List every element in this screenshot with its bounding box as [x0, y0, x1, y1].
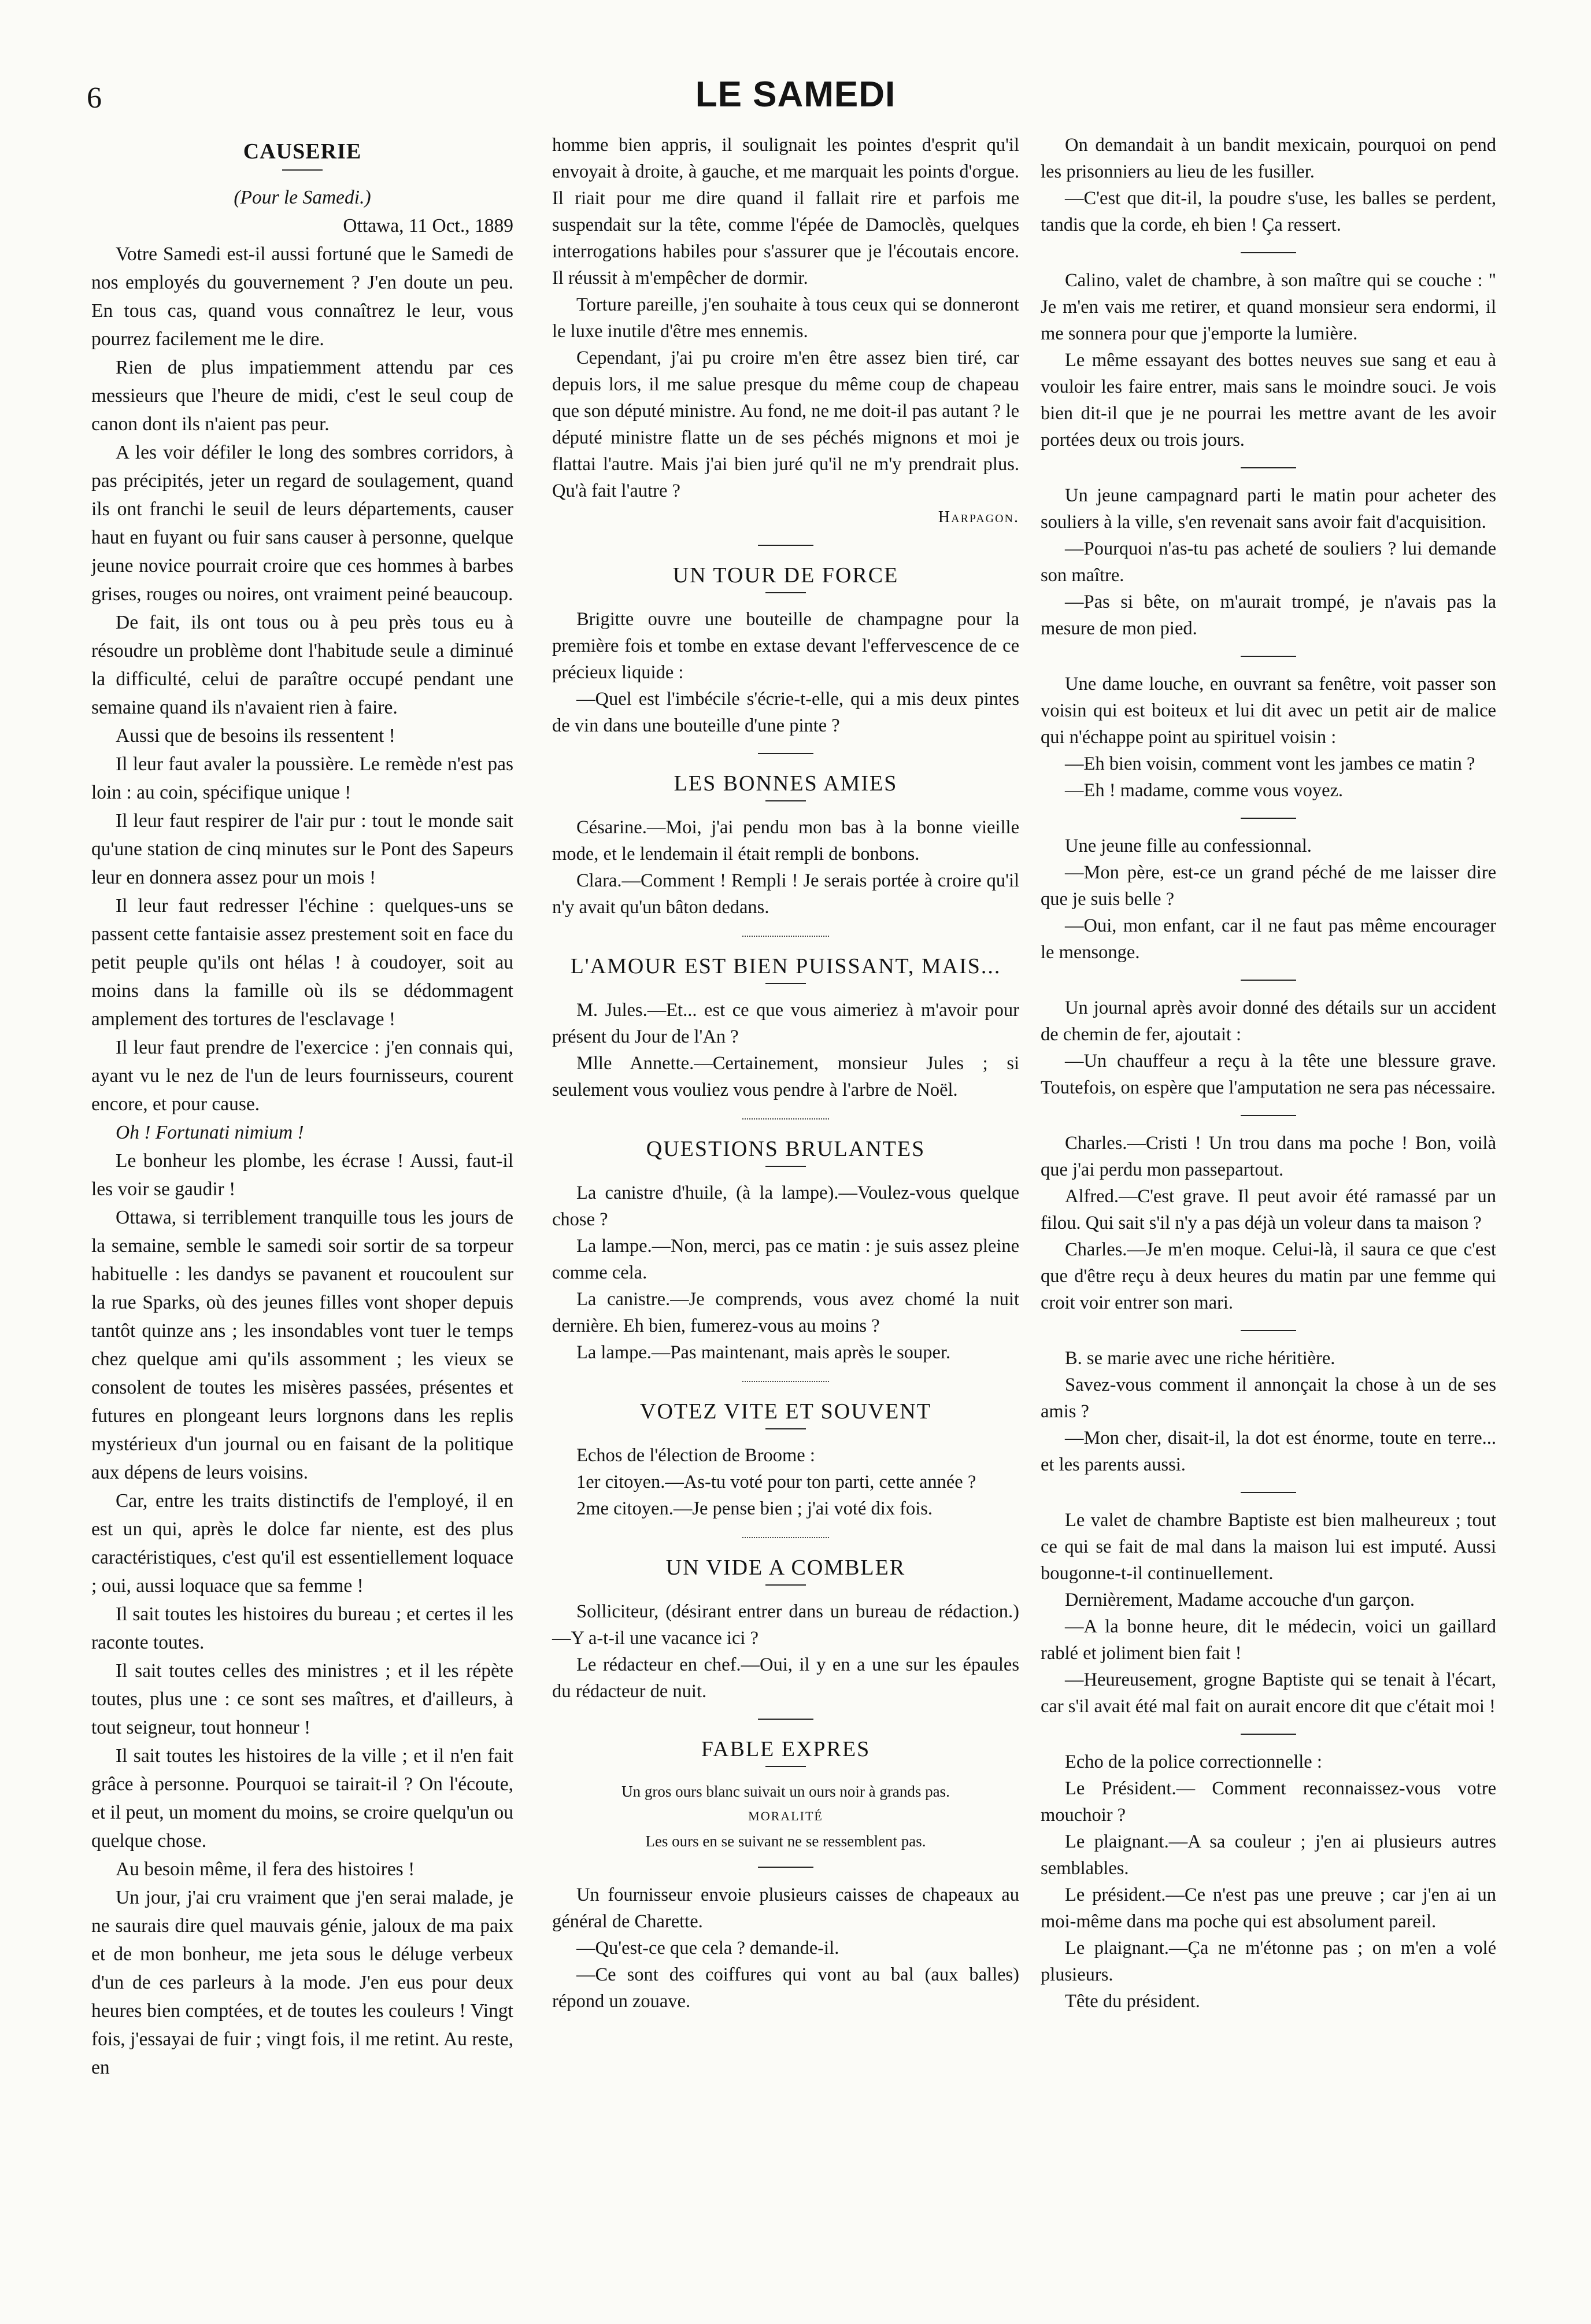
paragraph: Il leur faut prendre de l'exercice : j'en connais qui, ayant vu le nez de l'un de leurs fournisseurs, courent encore, et pour cause.: [91, 1037, 513, 1115]
paragraph: On demandait à un bandit mexicain, pourquoi on pend les prisonniers au lieu de les fusiller.: [1041, 135, 1496, 182]
divider: [282, 169, 323, 171]
divider: [1241, 1115, 1296, 1116]
paragraph: Il leur faut redresser l'échine : quelques-uns se passent cette fantaisie assez prestement soit en face du petit peuple qu'ils ont hélas ! à coudoyer, soit au moins dans la famille où ils se dédommagent amplement des tortures de l'esclavage !: [91, 895, 513, 1030]
paragraph: —Eh bien voisin, comment vont les jambes ce matin ?: [1065, 753, 1475, 774]
signature: Harpagon.: [938, 508, 1019, 526]
section-title: QUESTIONS BRULANTES: [646, 1137, 926, 1161]
divider: [758, 1719, 813, 1720]
section-title: L'AMOUR EST BIEN PUISSANT, MAIS...: [570, 954, 1001, 978]
paragraph: M. Jules.—Et... est ce que vous aimeriez à m'avoir pour présent du Jour de l'An ?: [552, 1000, 1019, 1047]
paragraph: Alfred.—C'est grave. Il peut avoir été ramassé par un filou. Qui sait s'il n'y a pas déjà un voleur dans ta maison ?: [1041, 1186, 1496, 1233]
divider: [1241, 818, 1296, 819]
paragraph: —Oui, mon enfant, car il ne faut pas même encourager le mensonge.: [1041, 915, 1496, 963]
paragraph: Calino, valet de chambre, à son maître qui se couche : " Je m'en vais me retirer, et quand monsieur sera endormi, il me sonnera pour que j'emporte la lumière.: [1041, 270, 1496, 344]
paragraph: Dernièrement, Madame accouche d'un garçon.: [1065, 1590, 1415, 1610]
paragraph: Le président.—Ce n'est pas une preuve ; car j'en ai un moi-même dans ma poche qui est absolument pareil.: [1041, 1885, 1496, 1932]
divider: [1241, 656, 1296, 657]
paragraph: Il leur faut avaler la poussière. Le remède n'est pas loin : au coin, spécifique unique !: [91, 753, 513, 803]
paragraph: —Quel est l'imbécile s'écrie-t-elle, qui a mis deux pintes de vin dans une bouteille d'une pinte ?: [552, 689, 1019, 736]
divider: [1241, 1330, 1296, 1331]
paragraph: Un jour, j'ai cru vraiment que j'en serai malade, je ne saurais dire quel mauvais génie, jaloux de ma paix et de mon bonheur, me jeta sous le déluge verbeux d'un de ces parleurs à la mode. J'en eus pour deux heures bien comptées, et de toutes les couleurs ! Vingt fois, j'essayai de fuir ; vingt fois, il me retint. Au reste, en: [91, 1887, 513, 2078]
paragraph: Le Président.— Comment reconnaissez-vous votre mouchoir ?: [1041, 1778, 1496, 1826]
divider: [765, 1584, 806, 1586]
divider: [765, 800, 806, 801]
section-title: FABLE EXPRES: [701, 1737, 871, 1761]
paragraph: Une dame louche, en ouvrant sa fenêtre, voit passer son voisin qui est boiteux et lui dit avec un petit air de malice qui n'échappe point au spirituel voisin :: [1041, 674, 1496, 748]
paragraph: Le plaignant.—A sa couleur ; j'en ai plusieurs autres semblables.: [1041, 1831, 1496, 1879]
divider: [765, 1766, 806, 1767]
divider: [765, 1428, 806, 1429]
paragraph: Le même essayant des bottes neuves sue sang et eau à vouloir les faire entrer, mais sans le moindre souci. Je vois bien dit-il que je ne pourrai les mettre avant de les avoir portées deux ou trois jours.: [1041, 350, 1496, 450]
fable-moralite: MORALITÉ: [748, 1809, 823, 1823]
paragraph: Un jeune campagnard parti le matin pour acheter des souliers à la ville, s'en revenait sans avoir fait d'acquisition.: [1041, 485, 1496, 533]
paragraph: Césarine.—Moi, j'ai pendu mon bas à la bonne vieille mode, et le lendemain il était rempli de bonbons.: [552, 817, 1019, 864]
paragraph: La lampe.—Pas maintenant, mais après le souper.: [576, 1342, 951, 1363]
paragraph: —Pourquoi n'as-tu pas acheté de souliers ? lui demande son maître.: [1041, 538, 1496, 586]
fable-moral: Les ours en se suivant ne se ressemblent pas.: [645, 1832, 926, 1850]
divider: [1241, 980, 1296, 981]
fable-line: Un gros ours blanc suivait un ours noir à grands pas.: [621, 1783, 950, 1800]
paragraph: A les voir défiler le long des sombres corridors, à pas précipités, jeter un regard de soulagement, quand ils ont franchi le seuil de leurs départements, causer haut en fuyant ou fuir sans causer à personne, quelque jeune novice pourrait croire que ces hommes à barbes grises, rouges ou noires, ont vraiment peiné beaucoup.: [91, 442, 513, 605]
paragraph: Clara.—Comment ! Rempli ! Je serais portée à croire qu'il n'y avait qu'un bâton dedans.: [552, 870, 1019, 918]
paragraph: —A la bonne heure, dit le médecin, voici un gaillard rablé et joliment bien fait !: [1041, 1616, 1496, 1664]
paragraph: Cependant, j'ai pu croire m'en être assez bien tiré, car depuis lors, il me salue presque du même coup de chapeau que son député ministre. Au fond, ne me doit-il pas autant ? le député ministre flatte un de ses péchés mignons et moi je flattai l'autre. Mais j'ai bien juré qu'il ne m'y prendrait plus. Qu'à fait l'autre ?: [552, 348, 1019, 501]
paragraph: Oh ! Fortunati nimium !: [116, 1122, 304, 1143]
paragraph: Un fournisseur envoie plusieurs caisses de chapeaux au général de Charette.: [552, 1885, 1019, 1932]
paragraph: 1er citoyen.—As-tu voté pour ton parti, cette année ?: [576, 1472, 976, 1492]
paragraph: —Pas si bête, on m'aurait trompé, je n'avais pas la mesure de mon pied.: [1041, 592, 1496, 639]
paragraph: La lampe.—Non, merci, pas ce matin : je suis assez pleine comme cela.: [552, 1236, 1019, 1283]
paragraph: B. se marie avec une riche héritière.: [1065, 1348, 1335, 1369]
paragraph: Le rédacteur en chef.—Oui, il y en a une sur les épaules du rédacteur de nuit.: [552, 1654, 1019, 1702]
divider: [765, 592, 806, 593]
paragraph: —Un chauffeur a reçu à la tête une blessure grave. Toutefois, on espère que l'amputation ne sera pas nécessaire.: [1041, 1051, 1496, 1098]
paragraph: Echo de la police correctionnelle :: [1065, 1752, 1322, 1772]
divider: [1241, 1492, 1296, 1493]
paragraph: Echos de l'élection de Broome :: [576, 1445, 815, 1466]
paragraph: Votre Samedi est-il aussi fortuné que le Samedi de nos employés du gouvernement ? J'en doute un peu. En tous cas, quand vous connaîtrez le leur, vous pourrez facilement me le dire.: [91, 243, 513, 350]
divider: [1241, 252, 1296, 253]
divider: [1241, 467, 1296, 468]
divider: [742, 1381, 829, 1382]
divider: [1241, 1734, 1296, 1735]
paragraph: De fait, ils ont tous ou à peu près tous eu à résoudre un problème dont l'habitude seule a diminué la difficulté, celui de paraître occupé pendant une semaine quand ils n'avaient rien à faire.: [91, 612, 513, 718]
paragraph: —Heureusement, grogne Baptiste qui se tenait à l'écart, car s'il avait été mal fait on aurait encore dit que c'était moi !: [1041, 1669, 1496, 1717]
paragraph: homme bien appris, il soulignait les pointes d'esprit qu'il envoyait à droite, à gauche, et me marquait les points d'orgue. Il riait pour me dire quand il fallait rire et parfois me suspendait sur la tête, comme l'épée de Damoclès, quelques interrogations habiles pour s'assurer que je l'écoutais encore. Il réussit à m'empêcher de dormir.: [552, 135, 1019, 289]
column-2: [552, 132, 1019, 2015]
causerie-title: CAUSERIE: [243, 139, 362, 164]
paragraph: Ottawa, si terriblement tranquille tous les jours de la semaine, semble le samedi soir sortir de sa torpeur habituelle : les dandys se pavanent et roucoulent sur la rue Sparks, où des jeunes filles vont shoper depuis tantôt quinze ans ; les insondables vont tuer le temps chez quelque ami qu'ils assomment ; les vieux se consolent de toutes les misères passées, présentes et futures en plongeant leurs lorgnons dans les replis mystérieux d'un journal ou en faisant de la politique aux dépens de leurs voisins.: [91, 1207, 513, 1483]
divider: [758, 753, 813, 754]
causerie-date: Ottawa, 11 Oct., 1889: [343, 215, 513, 237]
paragraph: Brigitte ouvre une bouteille de champagne pour la première fois et tombe en extase devant l'effervescence de ce précieux liquide :: [552, 609, 1019, 683]
section-title: UN VIDE A COMBLER: [665, 1556, 906, 1580]
paragraph: Savez-vous comment il annonçait la chose à un de ses amis ?: [1041, 1375, 1496, 1422]
divider: [758, 1867, 813, 1868]
paragraph: Il sait toutes les histoires de la ville ; et il n'en fait grâce à personne. Pourquoi se tairait-il ? On l'écoute, et il peut, un moment du moins, se croire quelqu'un ou quelque chose.: [91, 1745, 513, 1852]
paragraph: —C'est que dit-il, la poudre s'use, les balles se perdent, tandis que la corde, eh bien ! Ça ressert.: [1041, 188, 1496, 235]
paragraph: Au besoin même, il fera des histoires !: [116, 1859, 415, 1880]
paragraph: Un journal après avoir donné des détails sur un accident de chemin de fer, ajoutait :: [1041, 997, 1496, 1045]
paragraph: Charles.—Je m'en moque. Celui-là, il saura ce que c'est que d'être reçu à deux heures du matin par une femme qui croit voir entrer son mari.: [1041, 1239, 1496, 1313]
divider: [742, 1537, 829, 1538]
paragraph: —Mon père, est-ce un grand péché de me laisser dire que je suis belle ?: [1041, 862, 1496, 910]
paragraph: Charles.—Cristi ! Un trou dans ma poche ! Bon, voilà que j'ai perdu mon passepartout.: [1041, 1133, 1496, 1180]
divider: [742, 1118, 829, 1119]
section-title: VOTEZ VITE ET SOUVENT: [640, 1399, 931, 1424]
paragraph: Tête du président.: [1065, 1991, 1200, 2012]
paragraph: Le valet de chambre Baptiste est bien malheureux ; tout ce qui se fait de mal dans la maison lui est imputé. Aussi bougonne-t-il continuellement.: [1041, 1510, 1496, 1584]
paragraph: —Eh ! madame, comme vous voyez.: [1065, 780, 1344, 801]
section-title: UN TOUR DE FORCE: [672, 563, 899, 588]
paragraph: Solliciteur, (désirant entrer dans un bureau de rédaction.)—Y a-t-il une vacance ici ?: [552, 1601, 1019, 1649]
paragraph: —Mon cher, disait-il, la dot est énorme, toute en terre... et les parents aussi.: [1041, 1428, 1496, 1475]
paragraph: —Ce sont des coiffures qui vont au bal (aux balles) répond un zouave.: [552, 1964, 1019, 2012]
divider: [765, 983, 806, 984]
paragraph: Il sait toutes celles des ministres ; et il les répète toutes, plus une : ce sont ses maîtres, et d'ailleurs, à tout seigneur, tout honneur !: [91, 1660, 513, 1738]
paragraph: —Qu'est-ce que cela ? demande-il.: [576, 1938, 839, 1959]
page-number: 6: [87, 82, 102, 114]
divider: [742, 936, 829, 937]
section-title: LES BONNES AMIES: [674, 771, 898, 796]
paragraph: Rien de plus impatiemment attendu par ces messieurs que l'heure de midi, c'est le seul coup de canon dont ils n'aient pas peur.: [91, 357, 513, 435]
paragraph: Mlle Annette.—Certainement, monsieur Jules ; si seulement vous vouliez vous pendre à l'arbre de Noël.: [552, 1053, 1019, 1100]
paragraph: Torture pareille, j'en souhaite à tous ceux qui se donneront le luxe inutile d'être mes ennemis.: [552, 294, 1019, 342]
column-3: [1041, 132, 1496, 2015]
divider: [758, 545, 813, 546]
paragraph: Aussi que de besoins ils ressentent !: [116, 725, 395, 747]
masthead: LE SAMEDI: [695, 75, 896, 114]
paragraph: La canistre d'huile, (à la lampe).—Voulez-vous quelque chose ?: [552, 1183, 1019, 1230]
column-1: [91, 138, 513, 2082]
divider: [765, 1166, 806, 1167]
paragraph: Il sait toutes les histoires du bureau ; et certes il les raconte toutes.: [91, 1603, 513, 1653]
paragraph: Car, entre les traits distinctifs de l'employé, il en est un qui, après le dolce far niente, est des plus caractéristiques, c'est qu'il est essentiellement loquace ; oui, aussi loquace que sa femme !: [91, 1490, 513, 1597]
paragraph: 2me citoyen.—Je pense bien ; j'ai voté dix fois.: [576, 1498, 933, 1519]
paragraph: Le plaignant.—Ça ne m'étonne pas ; on m'en a volé plusieurs.: [1041, 1938, 1496, 1985]
paragraph: Une jeune fille au confessionnal.: [1065, 836, 1312, 856]
paragraph: La canistre.—Je comprends, vous avez chomé la nuit dernière. Eh bien, fumerez-vous au moins ?: [552, 1289, 1019, 1336]
paragraph: Il leur faut respirer de l'air pur : tout le monde sait qu'une station de cinq minutes sur le Pont des Sapeurs leur en donnera assez pour un mois !: [91, 810, 513, 888]
paragraph: Le bonheur les plombe, les écrase ! Aussi, faut-il les voir se gaudir !: [91, 1150, 513, 1200]
causerie-for: (Pour le Samedi.): [234, 187, 371, 208]
